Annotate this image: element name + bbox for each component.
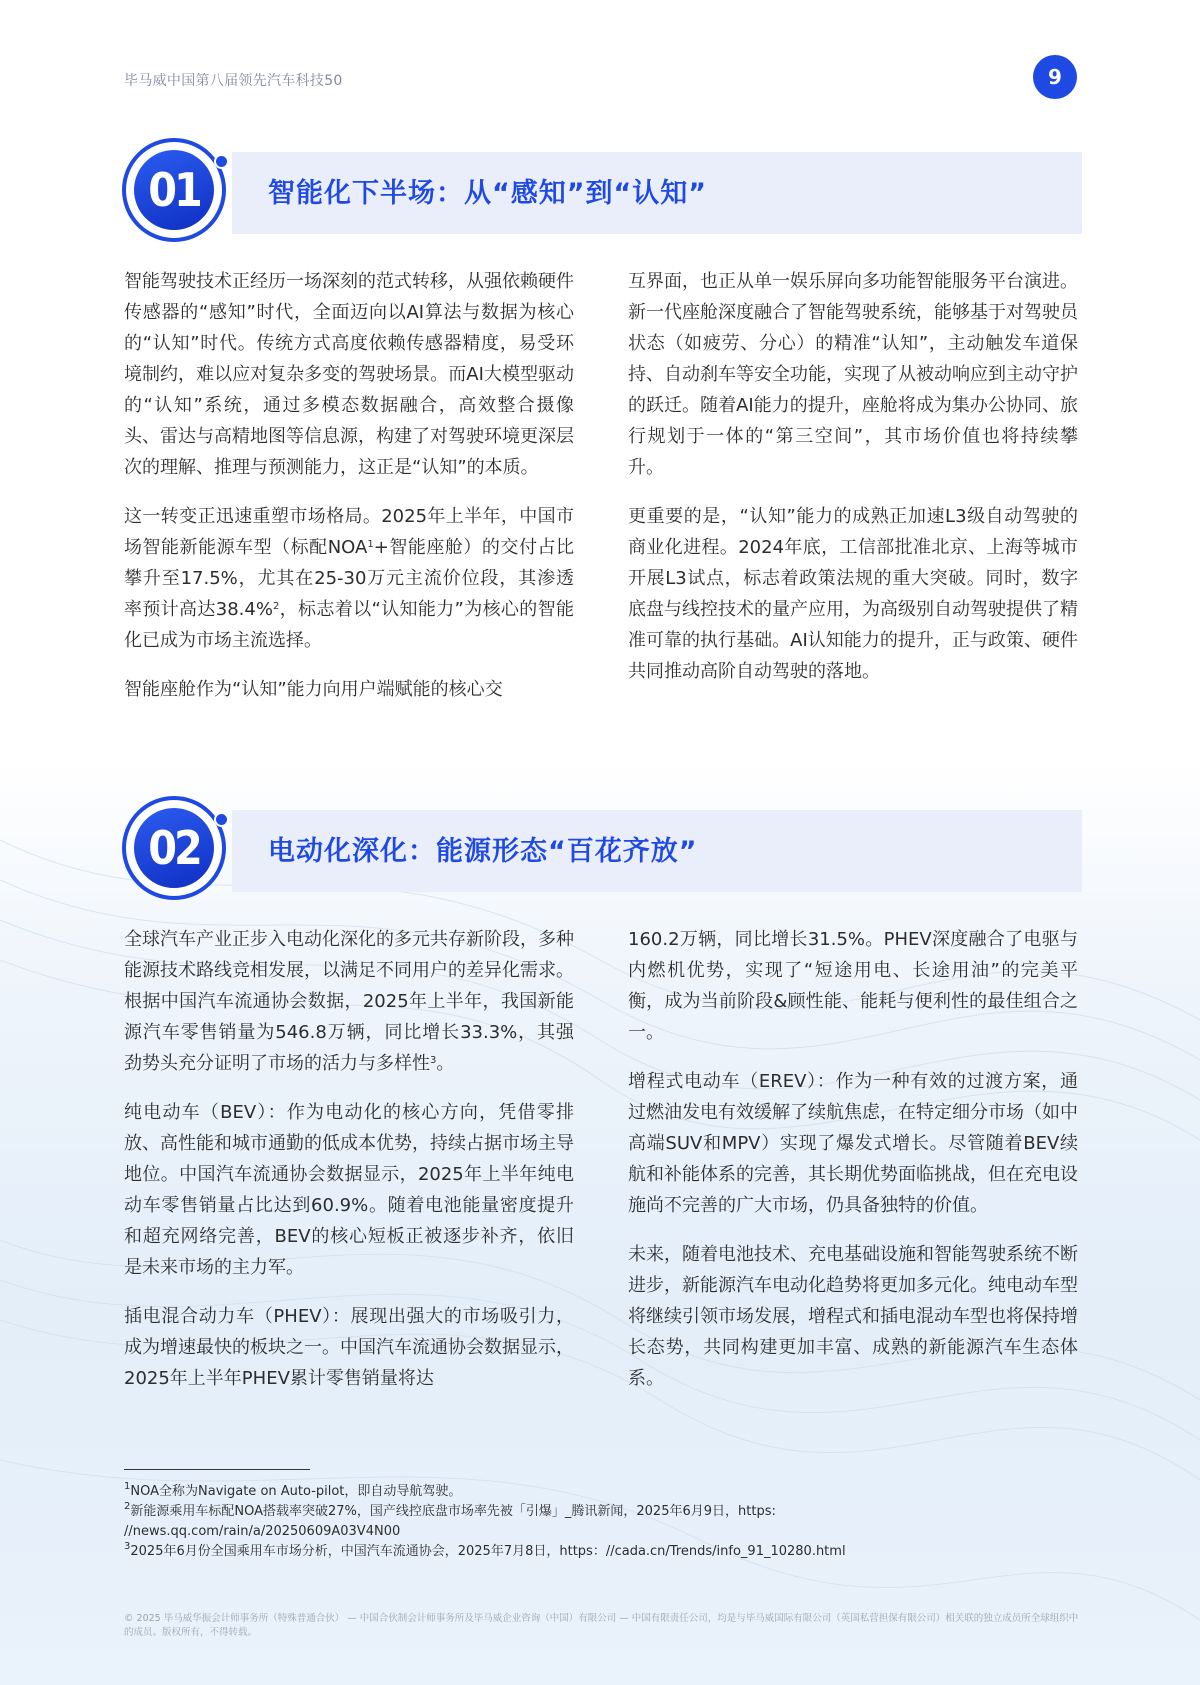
section-1-left-column xyxy=(124,266,574,723)
section-1-heading xyxy=(122,138,1082,248)
section-1-title: 智能化下半场：从“感知”到“认知” xyxy=(268,178,707,209)
paragraph: 插电混合动力车（PHEV）：展现出强大的市场吸引力，成为增速最快的板块之一。中国汽车流通协会数据显示，2025年上半年PHEV累计零售销量将达 xyxy=(124,1306,574,1389)
paragraph: 智能座舱作为“认知”能力向用户端赋能的核心交 xyxy=(124,679,503,700)
paragraph: 纯电动车（BEV）：作为电动化的核心方向，凭借零排放、高性能和城市通勤的低成本优势，持续占据市场主导地位。中国汽车流通协会数据显示，2025年上半年纯电动车零售销量占比达到60.9%。随着电池能量密度提升和超充网络完善，BEV的核心短板正被逐步补齐，依旧是未来市场的主力军。 xyxy=(124,1102,574,1278)
section-1-right-column xyxy=(628,266,1078,705)
section-2-number-badge xyxy=(122,796,226,900)
footnote-ref-1[interactable]: 1 xyxy=(367,539,374,550)
section-1-number-badge xyxy=(122,138,226,242)
section-2-heading xyxy=(122,796,1082,906)
paragraph: 未来，随着电池技术、充电基础设施和智能驾驶系统不断进步，新能源汽车电动化趋势将更加多元化。纯电动车型将继续引领市场发展，增程式和插电混动车型也将保持增长态势，共同构建更加丰富、成熟的新能源汽车生态体系。 xyxy=(628,1244,1078,1389)
paragraph: 160.2万辆，同比增长31.5%。PHEV深度融合了电驱与内燃机优势，实现了“短途用电、长途用油”的完美平衡，成为当前阶段&顾性能、能耗与便利性的最佳组合之一。 xyxy=(628,929,1078,1043)
paragraph: 增程式电动车（EREV）：作为一种有效的过渡方案，通过燃油发电有效缓解了续航焦虑，在特定细分市场（如中高端SUV和MPV）实现了爆发式增长。尽管随着BEV续航和补能体系的完善，其长期优势面临挑战，但在充电设施尚不完善的广大市场，仍具备独特的价值。 xyxy=(628,1071,1078,1216)
section-2-title: 电动化深化：能源形态“百花齐放” xyxy=(268,836,698,867)
badge-dot-icon xyxy=(214,154,229,169)
paragraph: 更重要的是，“认知”能力的成熟正加速L3级自动驾驶的商业化进程。2024年底，工信部批准北京、上海等城市开展L3试点，标志着政策法规的重大突破。同时，数字底盘与线控技术的量产应用，为高级别自动驾驶提供了精准可靠的执行基础。AI认知能力的提升，正与政策、硬件共同推动高阶自动驾驶的落地。 xyxy=(628,506,1078,682)
paragraph: 智能驾驶技术正经历一场深刻的范式转移，从强依赖硬件传感器的“感知”时代，全面迈向以AI算法与数据为核心的“认知”时代。传统方式高度依赖传感器精度，易受环境制约，难以应对复杂多变的驾驶场景。而AI大模型驱动的“认知”系统，通过多模态数据融合，高效整合摄像头、雷达与高精地图等信息源，构建了对驾驶环境更深层次的理解、推理与预测能力，这正是“认知”的本质。 xyxy=(124,271,574,478)
paragraph: 全球汽车产业正步入电动化深化的多元共存新阶段，多种能源技术路线竞相发展，以满足不同用户的差异化需求。根据中国汽车流通协会数据，2025年上半年，我国新能源汽车零售销量为546.8万辆，同比增长33.3%，其强劲势头充分证明了市场的活力与多样性$^3$。 xyxy=(124,929,574,1074)
footnote-divider xyxy=(124,1469,310,1470)
footnotes xyxy=(124,1482,1084,1562)
copyright-notice: © 2025 毕马威华振会计师事务所（特殊普通合伙） — 中国合伙制会计师事务所及毕马威企业咨询（中国）有限公司 — 中国有限责任公司，均是与毕马威国际有限公司（英国私营担保有限公司）相关联的独立成员所全球组织中的成员。版权所有，不得转载。 xyxy=(124,1613,1079,1638)
section-2-number: 02 xyxy=(134,808,214,888)
footnote-2-link[interactable]: //news.qq.com/rain/a/20250609A03V4N00 xyxy=(124,1524,401,1539)
running-header: 毕马威中国第八届领先汽车科技50 xyxy=(124,73,343,89)
page-number: 9 xyxy=(1033,55,1077,99)
footnote-2: $^2$新能源乘用车标配NOA搭载率突破27%，国产线控底盘市场率先被「引爆」_腾讯新闻，2025年6月9日，https: xyxy=(124,1501,776,1519)
section-2-right-column xyxy=(628,924,1078,1412)
footnote-3: $^3$2025年6月份全国乘用车市场分析，中国汽车流通协会，2025年7月8日，https：//cada.cn/Trends/info_91_10280.html xyxy=(124,1541,846,1559)
paragraph: 互界面，也正从单一娱乐屏向多功能智能服务平台演进。新一代座舱深度融合了智能驾驶系统，能够基于对驾驶员状态（如疲劳、分心）的精准“认知”，主动触发车道保持、自动刹车等安全功能，实现了从被动响应到主动守护的跃迁。随着AI能力的提升，座舱将成为集办公协同、旅行规划于一体的“第三空间”，其市场价值也将持续攀升。 xyxy=(628,271,1078,478)
paragraph: 这一转变正迅速重塑市场格局。2025年上半年，中国市场智能新能源车型（标配$NOA^1+$智能座舱）的交付占比攀升至17.5%，尤其在25-30万元主流价位段，其渗透率预计高达38.4%$^2$，标志着以“认知能力”为核心的智能化已成为市场主流选择。 xyxy=(124,506,574,651)
footnote-ref-3[interactable]: 3 xyxy=(430,1055,437,1066)
footnote-ref-2[interactable]: 2 xyxy=(272,601,280,612)
section-2-left-column xyxy=(124,924,574,1412)
section-1-number: 01 xyxy=(134,150,214,230)
footnote-1: $^1$NOA全称为Navigate on Auto-pilot，即自动导航驾驶。 xyxy=(124,1481,462,1499)
badge-dot-icon xyxy=(214,812,229,827)
